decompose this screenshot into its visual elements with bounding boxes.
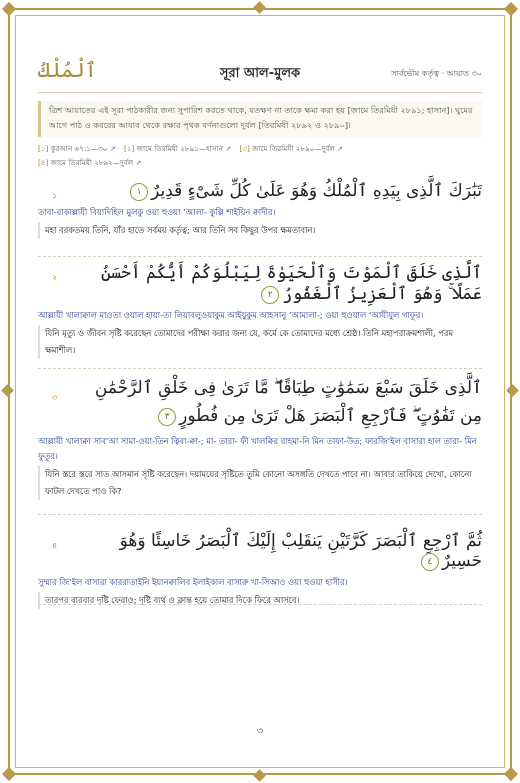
surah-logo: ٱلْمُلْكُ: [38, 58, 97, 82]
arabic-text: ٱلَّذِى خَلَقَ ٱلْمَوْتَ وَٱلْحَيَوٰةَ لِيَبْلُوَكُمْ أَيُّكُمْ أَحْسَنُ عَمَلًا ۚ وَهُوَ ٱلْعَزِيزُ ٱلْغَفُورُ٢: [100, 263, 482, 304]
intro-note: ত্রিশ আয়াতের এই সূরা পাঠকারীর জন্য সুপারিশ করতে থাকে, যতক্ষণ না তাকে ক্ষমা করা হয় [জামে তিরমিযী ২৮৯১; হাসান]। ঘুমের আগে পাঠ ও কবরের আযাব থেকে রক্ষার পৃথক বর্ণনাগুলো দুর্বল [তিরমিযী ২৮৯২ ও ২৮৯০]।: [38, 101, 482, 137]
reference-list: [38, 142, 482, 170]
reference-item[interactable]: [২] জামে তিরমিযী ২৮৯১—হাসান ↗: [123, 144, 232, 153]
header-divider: [38, 92, 482, 93]
arabic-text: تَبَٰرَكَ ٱلَّذِى بِيَدِهِ ٱلْمُلْكُ وَهُوَ عَلَىٰ كُلِّ شَىْءٍ قَدِيرٌ١: [38, 180, 482, 201]
verse-divider: [38, 256, 482, 257]
surah-meta: সার্বভৌম কর্তৃত্ব · আয়াত ৩০: [391, 69, 482, 78]
translation: তারপর বারবার দৃষ্টি ফেরাও; দৃষ্টি ব্যর্থ ও ক্লান্ত হয়ে তোমার দিকে ফিরে আসবে।: [38, 592, 482, 609]
ayah-end-marker: ٤: [421, 553, 439, 571]
page-number: ৩: [256, 726, 264, 737]
verse-block: [38, 374, 482, 500]
page-title: সূরা আল-মুলক: [219, 66, 301, 81]
transliteration: আল্লাযী খালাক্বাল মাওতা ওয়াল হায়া-তা লিয়াবলুওয়াকুম আইয়ুকুম আহসানু ‘আমালা-; ওয়া হুওয়াল ‘আযীযুল গাফূর।: [38, 310, 424, 320]
external-link-icon: ↗: [225, 145, 232, 153]
external-link-icon: ↗: [336, 145, 343, 153]
verse-block: [38, 180, 482, 239]
verse-divider: [38, 368, 482, 369]
arabic-text: ثُمَّ ٱرْجِعِ ٱلْبَصَرَ كَرَّتَيْنِ يَنقَلِبْ إِلَيْكَ ٱلْبَصَرُ خَاسِئًا وَهُوَ حَسِيرٌ٤: [119, 531, 482, 571]
transliteration: আল্লাযী খালাক্বা সাব‘আ সামা-ওয়া-তিন ত্বিবা-ক্বা-; মা- তারা- ফী খালক্বির রাহমা-নি মিন তাফা-উত; ফারজি‘ইল বাসারা হাল তারা- মিন ফুতূর।: [38, 436, 477, 461]
verse-number: ২: [52, 273, 58, 282]
translation: যিনি স্তরে স্তরে সাত আসমান সৃষ্টি করেছেন। দয়াময়ের সৃষ্টিতে তুমি কোনো অসঙ্গতি দেখতে পাবে না। আবার তাকিয়ে দেখো, কোনো ফাটল দেখতে পাও কি?: [38, 466, 482, 500]
page-header: [38, 58, 482, 90]
verse-number: ৪: [52, 541, 58, 550]
verse-block: [38, 530, 482, 609]
reference-item[interactable]: [১] কুরআন ৬৭:১—৩০ ↗: [38, 144, 116, 153]
arabic-text: ٱلَّذِى خَلَقَ سَبْعَ سَمَٰوَٰتٍ طِبَاقًا ۖ مَّا تَرَىٰ فِى خَلْقِ ٱلرَّحْمَٰنِ مِن تَفَٰوُتٍ ۖ فَٱرْجِعِ ٱلْبَصَرَ هَلْ تَرَىٰ مِن فُطُورٍ٣: [94, 378, 482, 426]
verse-divider: [38, 604, 482, 605]
ayah-end-marker: ٣: [158, 408, 176, 426]
ayah-end-marker: ١: [130, 183, 148, 201]
verse-divider: [38, 514, 482, 515]
external-link-icon: ↗: [135, 159, 142, 167]
translation: যিনি মৃত্যু ও জীবন সৃষ্টি করেছেন তোমাদের পরীক্ষা করার জন্য যে, কর্মে কে তোমাদের মধ্যে শ্রেষ্ঠ। তিনি মহাপরাক্রমশালী, পরম ক্ষমাশীল।: [38, 325, 482, 359]
ayah-end-marker: ٢: [261, 286, 279, 304]
transliteration: তাবা-রাকাল্লাযী বিয়াদিহিল মুলকু ওয়া হুওয়া ‘আলা- কুল্লি শাইয়িন ক্বাদীর।: [38, 207, 276, 217]
transliteration: সুম্মার জি‘ইল বাসারা কাররাতাইনি ইয়ানক্বালিব ইলাইকাল বাসারু খা-সিআও ওয়া হুওয়া হাসীর।: [38, 577, 348, 587]
verse-block: [38, 262, 482, 359]
reference-item[interactable]: [৩] জামে তিরমিযী ২৮৯০—দুর্বল ↗: [239, 144, 343, 153]
verse-number: ৩: [52, 393, 58, 402]
verse-number: ১: [52, 191, 58, 200]
translation: মহা বরকতময় তিনি, যাঁর হাতে সর্বময় কর্তৃত্ব; আর তিনি সব কিছুর উপর ক্ষমতাবান।: [38, 222, 482, 239]
external-link-icon: ↗: [109, 145, 116, 153]
reference-item[interactable]: [৪] জামে তিরমিযী ২৮৯২—দুর্বল ↗: [38, 158, 142, 167]
